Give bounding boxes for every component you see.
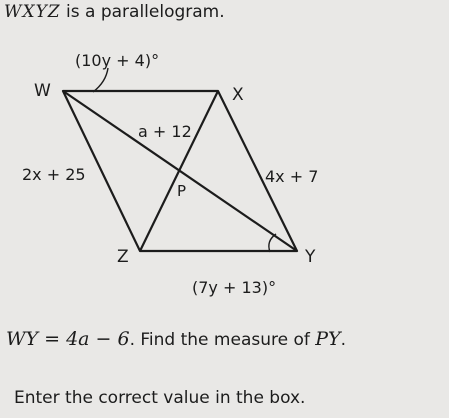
vertex-label-z: Z [117,247,129,267]
angle-arc-top [93,68,108,92]
segment-label-xp: a + 12 [138,122,192,141]
question-text: . Find the measure of [129,330,316,350]
question-end: . [340,330,346,350]
angle-label-top: (10y + 4)° [75,51,160,70]
target-segment: PY [315,328,341,350]
vertex-label-w: W [34,81,51,101]
angle-label-bottom: (7y + 13)° [192,278,277,297]
vertex-label-y: Y [305,247,316,267]
instruction-text: Enter the correct value in the box. [14,388,306,408]
problem-question [6,328,346,350]
given-equation: WY = 4a − 6 [6,328,130,350]
side-label-wz: 2x + 25 [22,165,86,184]
intersection-label-p: P [177,182,187,200]
statement-text: is a parallelogram. [60,2,225,22]
diagonal-xz [140,91,218,251]
side-label-xy: 4x + 7 [265,167,319,186]
parallelogram-name: WXYZ [4,2,61,22]
vertex-label-x: X [232,85,244,105]
